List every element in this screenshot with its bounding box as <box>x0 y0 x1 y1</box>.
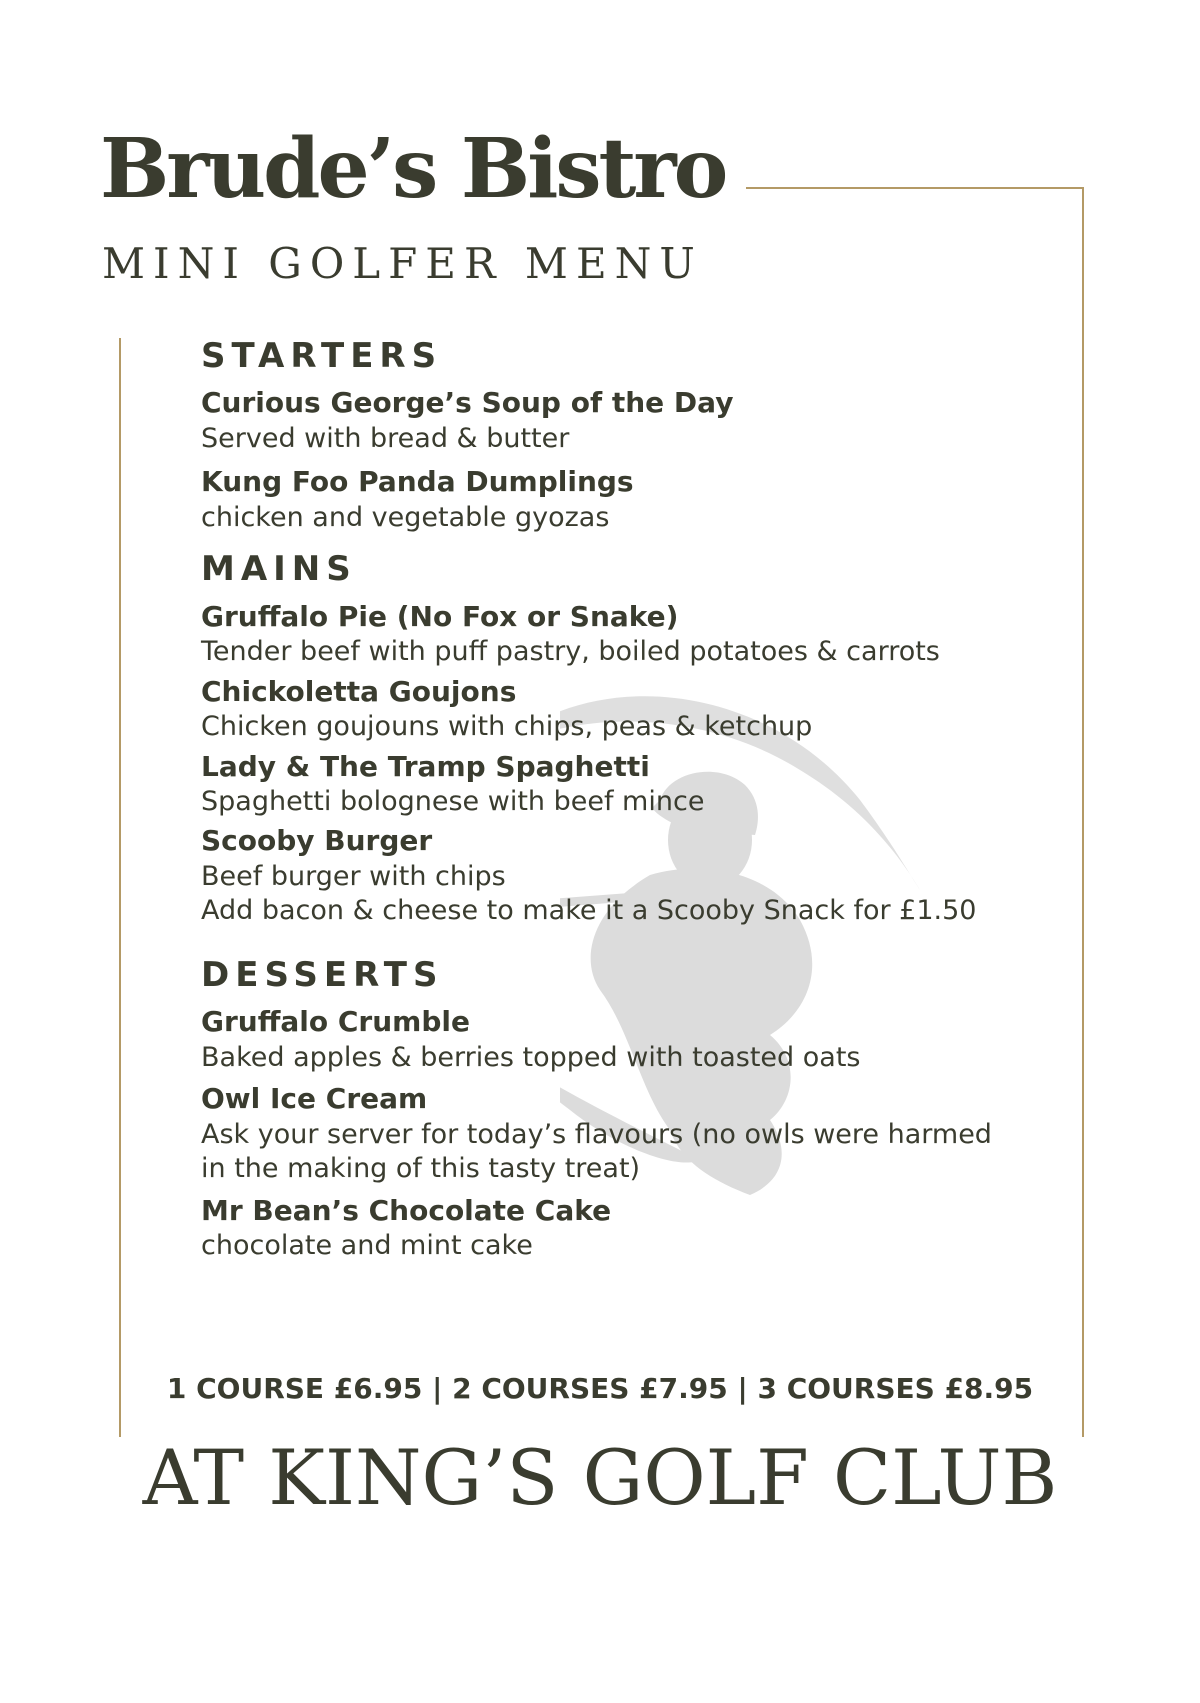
menu-body <box>201 338 1061 1270</box>
item-name: Chickoletta Goujons <box>201 674 517 708</box>
footer-venue: AT KING’S GOLF CLUB <box>142 1433 1058 1522</box>
item-description <box>201 635 1061 670</box>
menu-item <box>201 749 1061 820</box>
item-description <box>201 710 1061 745</box>
item-name: Scooby Burger <box>201 824 433 858</box>
item-description-line: Beef burger with chips <box>201 860 506 892</box>
item-description-line: in the making of this tasty treat) <box>201 1153 641 1185</box>
item-name: Kung Foo Panda Dumplings <box>201 465 634 499</box>
menu-item <box>201 1193 1061 1264</box>
frame-top-line <box>746 187 1084 189</box>
section-title-desserts: DESSERTS <box>201 954 444 995</box>
item-name: Gruffalo Crumble <box>201 1005 470 1039</box>
item-name: Gruffalo Pie (No Fox or Snake) <box>201 599 679 633</box>
item-description-line: chocolate and mint cake <box>201 1230 533 1262</box>
item-description <box>201 860 1061 929</box>
section-starters <box>201 338 1061 535</box>
section-mains <box>201 551 1061 929</box>
item-description <box>201 1229 1061 1264</box>
menu-item <box>201 1004 1061 1075</box>
item-description-line: Served with bread & butter <box>201 422 570 454</box>
item-description <box>201 422 1061 457</box>
section-desserts <box>201 954 1061 1264</box>
item-description-line: Baked apples & berries topped with toasted oats <box>201 1041 861 1073</box>
item-description <box>201 785 1061 820</box>
menu-title: Brude’s Bistro <box>100 121 726 217</box>
menu-item <box>201 599 1061 670</box>
item-description <box>201 501 1061 536</box>
item-name: Lady & The Tramp Spaghetti <box>201 749 650 783</box>
menu-item <box>201 385 1061 456</box>
menu-subtitle: MINI GOLFER MENU <box>102 239 703 288</box>
item-description <box>201 1118 1061 1187</box>
item-description-line: Ask your server for today’s flavours (no owls were harmed <box>201 1118 992 1150</box>
item-name: Curious George’s Soup of the Day <box>201 386 734 420</box>
item-name: Mr Bean’s Chocolate Cake <box>201 1193 612 1227</box>
section-title-mains: MAINS <box>201 549 357 590</box>
menu-item <box>201 464 1061 535</box>
pricing-line: 1 COURSE £6.95 | 2 COURSES £7.95 | 3 COURSES £8.95 <box>166 1372 1034 1405</box>
item-description-line: Spaghetti bolognese with beef mince <box>201 785 705 817</box>
section-title-starters: STARTERS <box>201 336 443 376</box>
menu-item <box>201 674 1061 745</box>
menu-item <box>201 1081 1061 1186</box>
frame-right-line <box>1082 187 1084 1437</box>
menu-item <box>201 823 1061 928</box>
item-description-line: Chicken goujouns with chips, peas & ketchup <box>201 710 813 742</box>
frame-left-line <box>119 338 121 1437</box>
item-description-line: Add bacon & cheese to make it a Scooby Snack for £1.50 <box>201 895 977 927</box>
item-name: Owl Ice Cream <box>201 1082 428 1116</box>
item-description <box>201 1041 1061 1076</box>
item-description-line: Tender beef with puff pastry, boiled potatoes & carrots <box>201 636 940 668</box>
item-description-line: chicken and vegetable gyozas <box>201 501 610 533</box>
